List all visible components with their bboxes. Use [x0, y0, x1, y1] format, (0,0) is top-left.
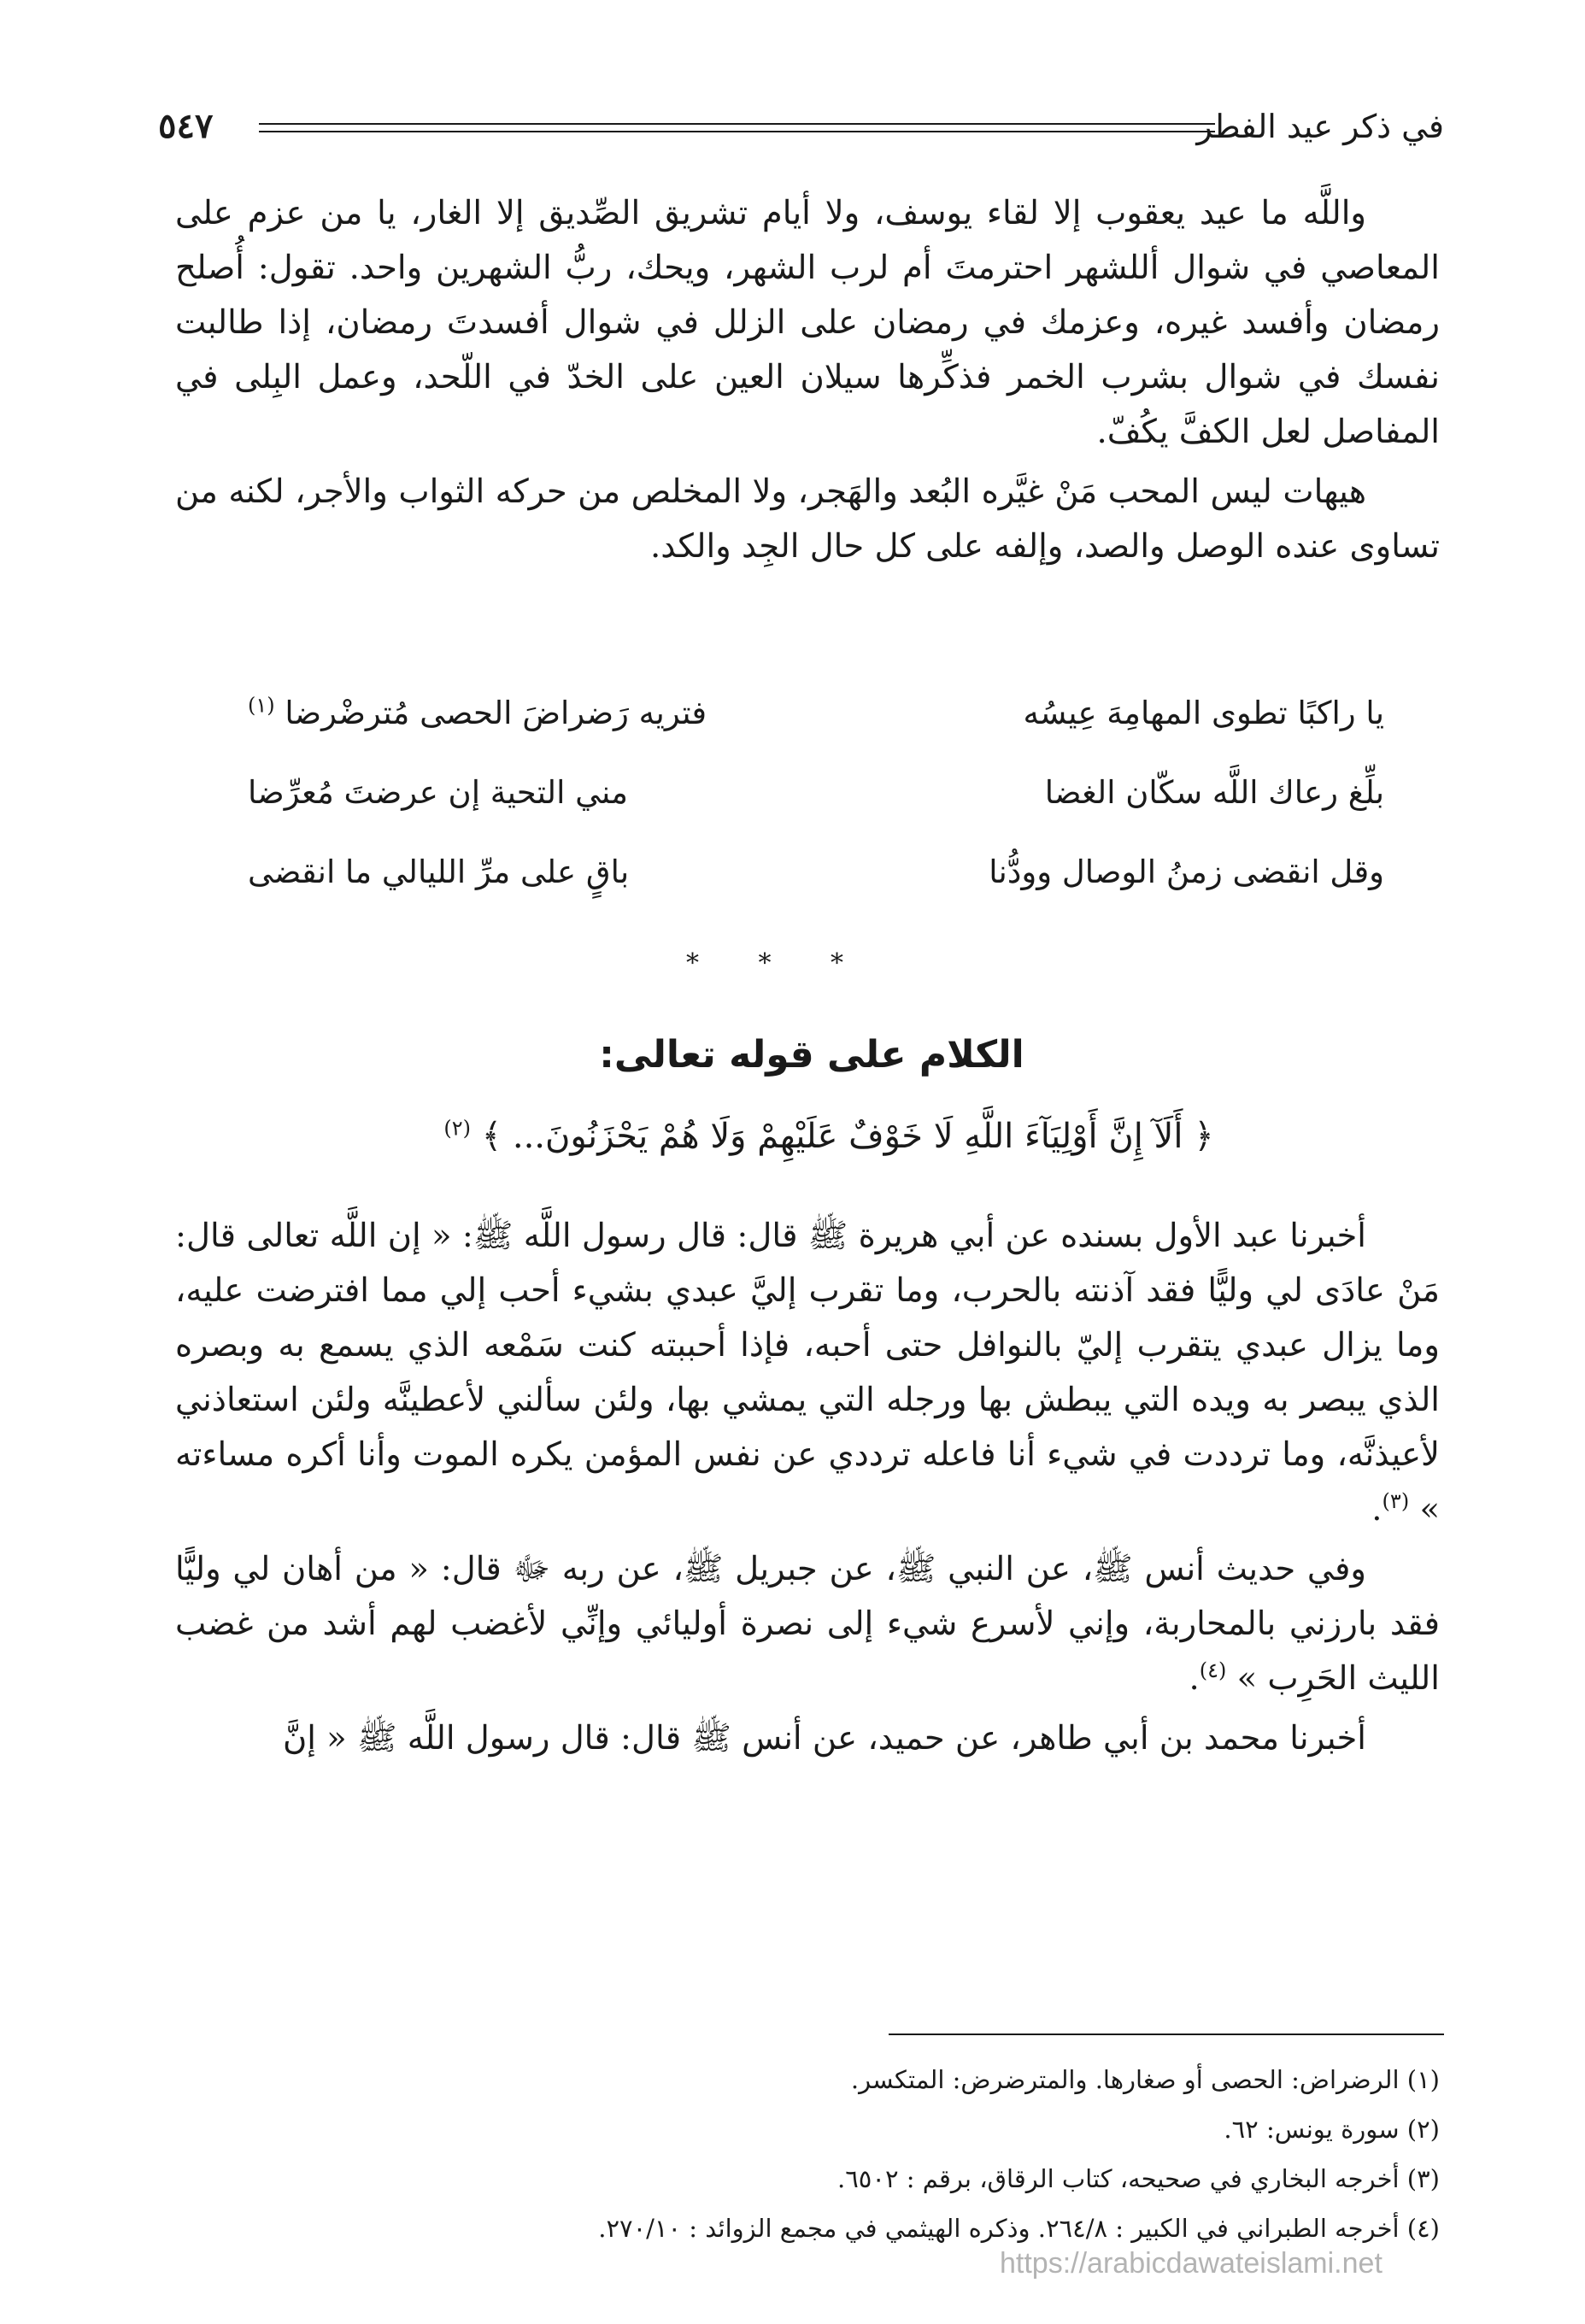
paragraph: أخبرنا عبد الأول بسنده عن أبي هريرة ﷺ قال: قال رسول اللَّه ﷺ: « إن اللَّه تعالى قال: مَنْ عادَى لي وليًّا فقد آذنته بالحرب، وما تقرب إليَّ عبدي بشيء أحب إلي مما افترضت عليه، وما يزال عبدي يتقرب إليّ بالنوافل حتى أحبه، فإذا أحببته كنت سَمْعه الذي يسمع به وبصره الذي يبصر به ويده التي يبطش بها ورجله التي يمشي بها، ولئن سألني لأعطينَّه ولئن استعاذني لأعيذنَّه، وما ترددت في شيء أنا فاعله ترددي عن نفس المؤمن يكره الموت وأنا أكره مساءته » $^{(٣)}$.	[175, 1217, 1440, 1529]
section-heading: الكلام على قوله تعالى:	[599, 1033, 1024, 1077]
page-number: ٥٤٧	[158, 106, 214, 146]
paragraph: واللَّه ما عيد يعقوب إلا لقاء يوسف، ولا أيام تشريق الصِّديق إلا الغار، يا من عزم على المعاصي في شوال أللشهر احترمتَ أم لرب الشهر، ويحك، ربُّ الشهرين واحد. تقول: أُصلح رمضان وأفسد غيره، وعزمك في رمضان على الزلل في شوال أفسدتَ رمضان، إذا طالبت نفسك في شوال بشرب الخمر فذكِّرها سيلان العين على الخدّ في اللّحد، وعمل البِلى في المفاصل لعل الكفَّ يكُفّ.	[175, 194, 1440, 451]
verse-second-hemistich: فتريه رَضراضَ الحصى مُترضْرضا $^{(١)}$	[248, 693, 707, 731]
verse-second-hemistich: مني التحية إن عرضتَ مُعرِّضا	[248, 774, 628, 811]
poem-verse	[248, 842, 1384, 922]
hadith-text	[175, 1209, 1440, 1766]
footnote: (٤) أخرجه الطبراني في الكبير : ٢٦٤/٨. وذكره الهيثمي في مجمع الزوائد : ٢٧٠/١٠.	[598, 2214, 1440, 2243]
poem-verse	[248, 684, 1384, 763]
paragraph: هيهات ليس المحب مَنْ غيَّره البُعد والهَجر، ولا المخلص من حركه الثواب والأجر، لكنه من تساوى عنده الوصل والصد، وإلفه على كل حال الجِد والكد.	[175, 472, 1440, 566]
poem	[248, 684, 1384, 922]
paragraph: أخبرنا محمد بن أبي طاهر، عن حميد، عن أنس ﷺ قال: قال رسول اللَّه ﷺ « إنَّ	[282, 1719, 1366, 1758]
footnote: (٣) أخرجه البخاري في صحيحه، كتاب الرقاق، برقم : ٦٥٠٢.	[837, 2164, 1440, 2193]
quran-verse: ﴿ أَلَآ إِنَّ أَوْلِيَآءَ اللَّهِ لَا خَوْفٌ عَلَيْهِمْ وَلَا هُمْ يَحْزَنُونَ... ﴾ $^{(٢)}$	[443, 1116, 1214, 1156]
footnote-marker: (٣)	[1382, 1489, 1410, 1514]
header-rule-bottom	[259, 131, 1215, 132]
section-separator: * * *	[685, 948, 870, 978]
footnote-divider	[889, 2034, 1444, 2035]
verse-first-hemistich: بلِّغ رعاك اللَّه سكّان الغضا	[1044, 774, 1384, 811]
opening-text	[175, 186, 1440, 574]
source-watermark: https://arabicdawateislami.net	[1000, 2247, 1382, 2280]
paragraph: وفي حديث أنس ﷺ، عن النبي ﷺ، عن جبريل ﷺ، عن ربه ﷻ قال: « من أهان لي وليًّا فقد بارزني بالمحاربة، وإني لأسرع شيء إلى نصرة أوليائي وإنِّي لأغضب لهم أشد من غضب الليث الحَرِب » $^{(٤)}$.	[175, 1550, 1440, 1698]
running-header	[158, 101, 1444, 161]
footnote-marker: (٢)	[443, 1116, 471, 1141]
footnote: (٢) سورة يونس: ٦٢.	[1224, 2115, 1440, 2144]
footnotes	[175, 2055, 1440, 2253]
verse-first-hemistich: يا راكبًا تطوى المهامِهَ عِيسُه	[1023, 695, 1384, 731]
verse-second-hemistich: باقٍ على مرِّ الليالي ما انقضى	[248, 854, 630, 890]
poem-verse	[248, 763, 1384, 842]
footnote-marker: (١)	[248, 693, 275, 718]
verse-first-hemistich: وقل انقضى زمنُ الوصال وودُّنا	[989, 854, 1384, 890]
chapter-title: في ذكر عيد الفطر	[1196, 108, 1444, 145]
footnote-marker: (٤)	[1199, 1658, 1227, 1683]
header-rule-top	[259, 123, 1215, 125]
footnote: (١) الرضراض: الحصى أو صغارها. والمترضرض: المتكسر.	[850, 2065, 1440, 2094]
